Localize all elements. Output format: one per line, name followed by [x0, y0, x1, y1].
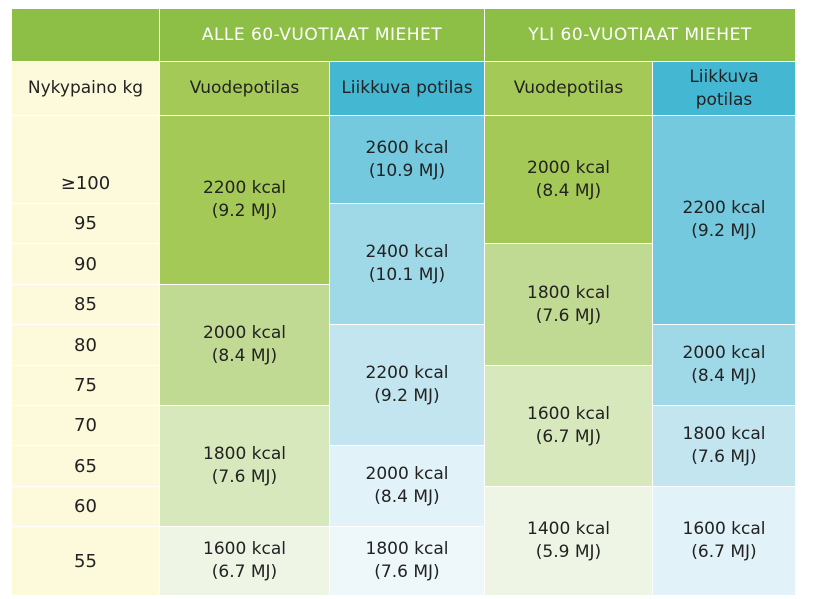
subheader-mobile-over-60: Liikkuva potilas: [653, 62, 795, 116]
weight-row-label: 85: [12, 285, 160, 325]
subheader-mobile-under-60: Liikkuva potilas: [330, 62, 485, 116]
kcal-cell: 1600 kcal (6.7 MJ): [485, 366, 653, 487]
group-header-under-60: ALLE 60-VUOTIAAT MIEHET: [160, 9, 485, 62]
weight-row-label: 90: [12, 244, 160, 285]
kcal-cell: 2200 kcal (9.2 MJ): [160, 116, 330, 285]
weight-column-header: Nykypaino kg: [12, 62, 160, 116]
kcal-cell: 2000 kcal (8.4 MJ): [653, 325, 795, 406]
subheader-bedridden-under-60: Vuodepotilas: [160, 62, 330, 116]
weight-row-label: 55: [12, 527, 160, 595]
weight-row-label: 80: [12, 325, 160, 366]
kcal-cell: 1800 kcal (7.6 MJ): [485, 244, 653, 366]
weight-row-label: 60: [12, 487, 160, 527]
weight-row-label: ≥100: [12, 116, 160, 204]
kcal-cell: 1800 kcal (7.6 MJ): [653, 406, 795, 487]
weight-row-label: 95: [12, 204, 160, 244]
top-left-corner: [12, 9, 160, 62]
kcal-cell: 2000 kcal (8.4 MJ): [160, 285, 330, 406]
subheader-bedridden-over-60: Vuodepotilas: [485, 62, 653, 116]
kcal-cell: 1600 kcal (6.7 MJ): [653, 487, 795, 595]
kcal-cell: 2000 kcal (8.4 MJ): [330, 446, 485, 527]
group-header-over-60: YLI 60-VUOTIAAT MIEHET: [485, 9, 795, 62]
kcal-cell: 1800 kcal (7.6 MJ): [160, 406, 330, 527]
kcal-cell: 2200 kcal (9.2 MJ): [330, 325, 485, 446]
weight-row-label: 70: [12, 406, 160, 446]
kcal-cell: 2000 kcal (8.4 MJ): [485, 116, 653, 244]
weight-row-label: 65: [12, 446, 160, 487]
kcal-cell: 2400 kcal (10.1 MJ): [330, 204, 485, 325]
kcal-cell: 1600 kcal (6.7 MJ): [160, 527, 330, 595]
kcal-cell: 2600 kcal (10.9 MJ): [330, 116, 485, 204]
weight-row-label: 75: [12, 366, 160, 406]
kcal-cell: 1800 kcal (7.6 MJ): [330, 527, 485, 595]
kcal-cell: 1400 kcal (5.9 MJ): [485, 487, 653, 595]
calorie-table: [12, 9, 795, 595]
kcal-cell: 2200 kcal (9.2 MJ): [653, 116, 795, 325]
